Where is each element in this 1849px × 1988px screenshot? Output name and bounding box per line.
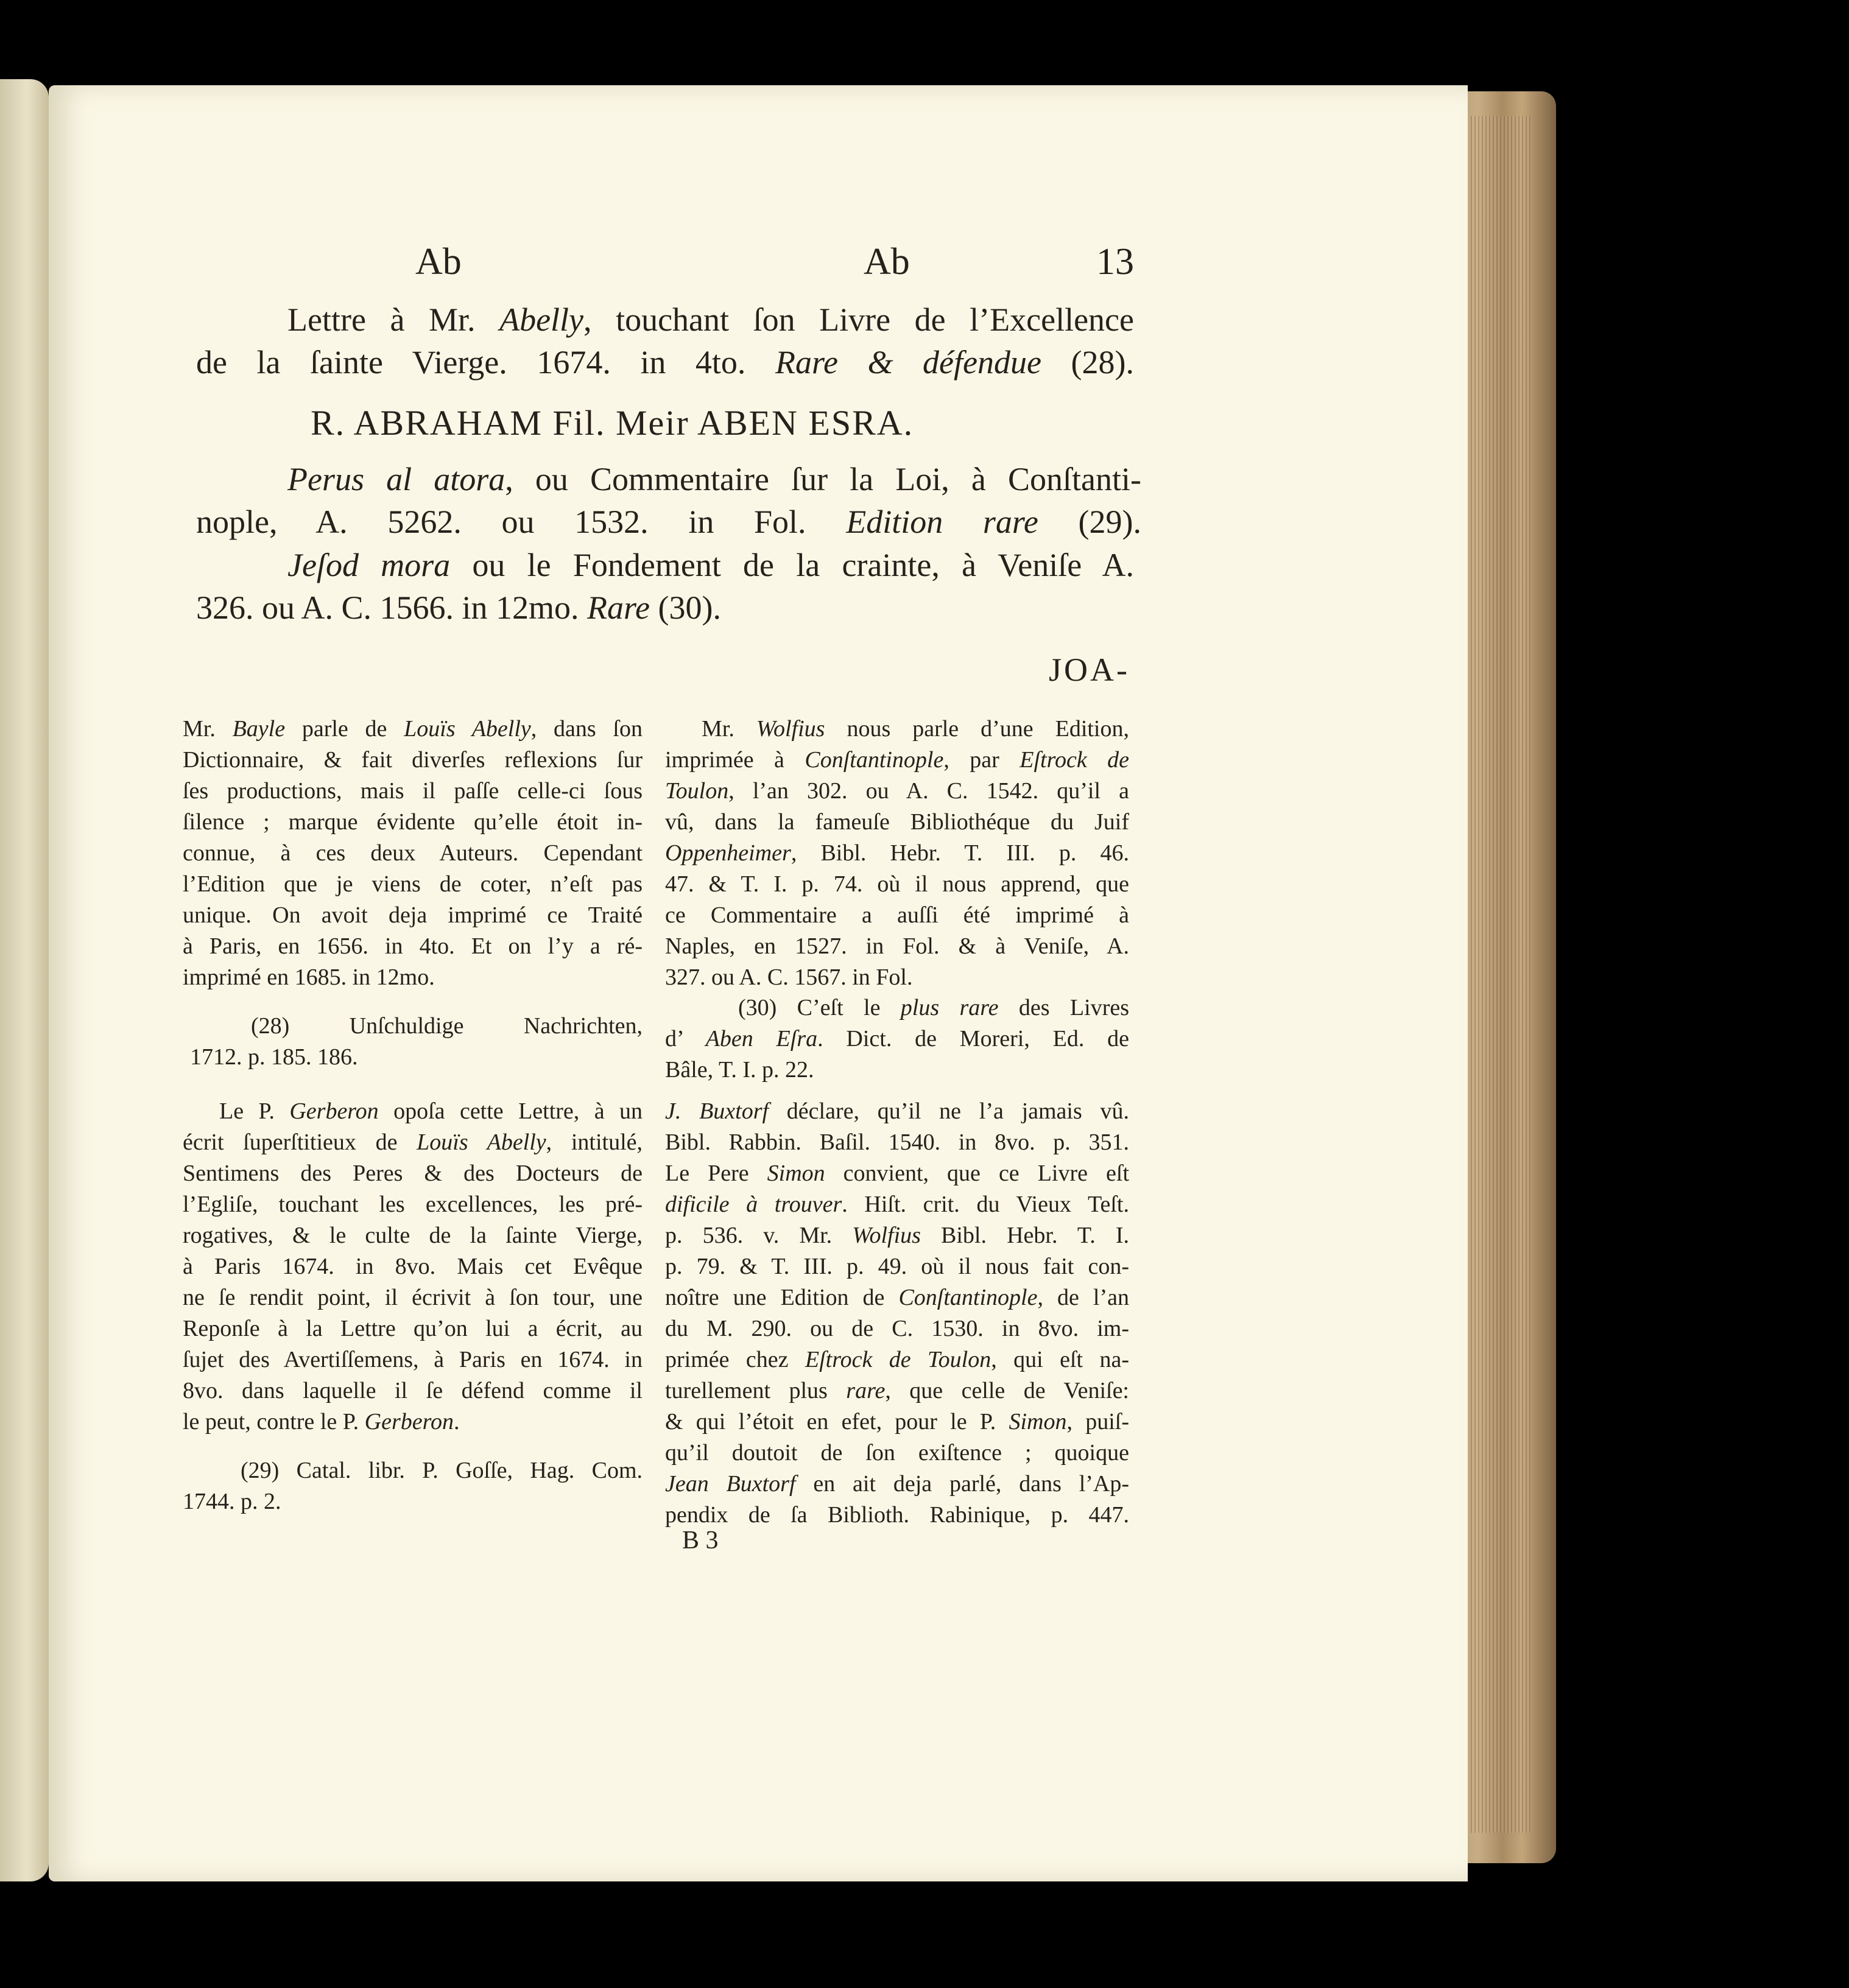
text-line: [665, 962, 1129, 993]
author-heading: R. ABRAHAM Fil. Meir ABEN ESRA.: [311, 403, 914, 443]
text-run: Naples, en 1527. in Fol. & à Veniſe, A.: [665, 933, 1129, 959]
text-line: [190, 1042, 643, 1073]
text-run: Le Pere: [665, 1161, 767, 1186]
text-line: [665, 992, 1129, 1024]
text-run: nous parle d’une Edition,: [825, 716, 1129, 742]
text-line: [183, 1251, 643, 1282]
text-run: & qui l’étoit en efet, pour le P.: [665, 1409, 1009, 1435]
text-line: [183, 962, 643, 993]
text-run: ſes productions, mais il paſſe celle-ci ſous: [183, 778, 643, 804]
text-line: [183, 869, 643, 900]
text-line: [665, 1127, 1129, 1158]
text-run: turellement plus: [665, 1378, 847, 1403]
text-line: [183, 714, 643, 745]
italic-run: Eſtrock de Toulon: [805, 1347, 991, 1372]
text-line: [665, 745, 1129, 776]
text-run: 1712. p. 185. 186.: [190, 1044, 358, 1070]
text-run: .: [453, 1409, 460, 1435]
text-run: Bâle, T. I. p. 22.: [665, 1057, 814, 1083]
text-run: (28).: [1041, 344, 1134, 381]
text-line: [665, 1024, 1129, 1055]
text-run: , Bibl. Hebr. T. III. p. 46.: [791, 840, 1129, 866]
note-right-30: [665, 992, 1129, 1086]
text-run: d’: [665, 1026, 706, 1052]
text-run: primée chez: [665, 1347, 805, 1372]
text-line: [665, 1500, 1129, 1531]
italic-run: Bayle: [232, 716, 286, 742]
text-run: , puiſ-: [1066, 1409, 1129, 1435]
text-line: [665, 931, 1129, 962]
italic-run: dificile à trouver: [665, 1192, 842, 1217]
catchword: JOA-: [1049, 652, 1130, 688]
text-line: [183, 1375, 643, 1407]
text-run: Sentimens des Peres & des Docteurs de: [183, 1161, 643, 1186]
text-run: du M. 290. ou de C. 1530. in 8vo. im-: [665, 1316, 1129, 1341]
note-right-wolfius: [665, 714, 1129, 993]
text-run: le peut, contre le P.: [183, 1409, 365, 1435]
text-run: , de l’an: [1037, 1285, 1129, 1310]
text-run: . Hiſt. crit. du Vieux Teſt.: [842, 1192, 1129, 1217]
text-run: , par: [943, 747, 1020, 773]
text-line: [196, 501, 1141, 543]
text-line: [665, 838, 1129, 869]
running-head-left: Ab: [415, 241, 462, 283]
text-run: écrit ſuperſtitieux de: [183, 1129, 417, 1155]
text-run: ou le Fondement de la crainte, à Veniſe A.: [450, 547, 1134, 583]
signature-mark: B 3: [682, 1526, 719, 1554]
previous-page-edge: [0, 79, 49, 1881]
text-line: [183, 1282, 643, 1313]
text-run: l’Egliſe, touchant les excellences, les pré-: [183, 1192, 643, 1217]
text-line: [183, 900, 643, 931]
text-line: [665, 1438, 1129, 1469]
text-run: . Dict. de Moreri, Ed. de: [817, 1026, 1130, 1052]
text-run: pendix de ſa Biblioth. Rabinique, p. 447.: [665, 1502, 1129, 1528]
text-run: rogatives, & le culte de la ſainte Vierge,: [183, 1223, 643, 1248]
text-line: [183, 1486, 643, 1517]
text-line: [183, 1313, 643, 1344]
italic-run: Oppenheimer: [665, 840, 791, 866]
text-run: p. 79. & T. III. p. 49. où il nous fait con-: [665, 1254, 1129, 1279]
text-run: Mr.: [702, 716, 756, 742]
text-line: [196, 544, 1134, 586]
entry-perus-al-atora: [196, 458, 1141, 543]
text-line: [665, 1096, 1129, 1127]
text-run: imprimée à: [665, 747, 805, 773]
text-line: [665, 1282, 1129, 1313]
text-run: (30) C’eſt le: [738, 995, 901, 1020]
text-line: [183, 745, 643, 776]
italic-run: Jean Buxtorf: [665, 1471, 796, 1497]
text-run: ſujet des Avertiſſemens, à Paris en 1674. in: [183, 1347, 643, 1372]
text-line: [183, 807, 643, 838]
italic-run: Rare & défendue: [775, 344, 1041, 381]
text-line: [183, 1096, 643, 1127]
text-run: parle de: [285, 716, 404, 742]
text-line: [183, 1455, 643, 1486]
text-line: [665, 1313, 1129, 1344]
text-run: Dictionnaire, & fait diverſes reflexions ſur: [183, 747, 643, 773]
note-left-gerberon: [183, 1096, 643, 1438]
text-line: [665, 714, 1129, 745]
text-run: , l’an 302. ou A. C. 1542. qu’il a: [728, 778, 1129, 804]
italic-run: J. Buxtorf: [665, 1098, 769, 1124]
text-line: [665, 1189, 1129, 1220]
text-line: [665, 1469, 1129, 1500]
text-line: [665, 1344, 1129, 1375]
text-line: [196, 298, 1134, 341]
text-run: , touchant ſon Livre de l’Excellence: [583, 301, 1134, 338]
page-number: 13: [1096, 241, 1134, 283]
text-line: [665, 807, 1129, 838]
italic-run: Wolfius: [852, 1223, 921, 1248]
text-run: Bibl. Rabbin. Baſil. 1540. in 8vo. p. 351.: [665, 1129, 1129, 1155]
text-run: imprimé en 1685. in 12mo.: [183, 964, 435, 990]
book-fore-edge-lines: [1471, 116, 1532, 1833]
italic-run: Abelly: [499, 301, 584, 338]
text-run: (28) Unſchuldige Nachrichten,: [251, 1013, 643, 1039]
text-run: (29).: [1038, 504, 1141, 540]
italic-run: Edition rare: [846, 504, 1038, 540]
running-head-center: Ab: [864, 241, 910, 283]
text-line: [183, 838, 643, 869]
text-run: Le P.: [219, 1098, 290, 1124]
text-run: l’Edition que je viens de coter, n’eſt pas: [183, 871, 643, 897]
italic-run: Simon: [767, 1161, 825, 1186]
text-run: de la ſainte Vierge. 1674. in 4to.: [196, 344, 775, 381]
text-run: convient, que ce Livre eſt: [825, 1161, 1129, 1186]
text-run: ſilence ; marque évidente qu’elle étoit in-: [183, 809, 643, 835]
text-line: [665, 869, 1129, 900]
text-run: (29) Catal. libr. P. Goſſe, Hag. Com.: [241, 1458, 643, 1483]
text-run: 1744. p. 2.: [183, 1489, 281, 1514]
text-run: (30).: [650, 589, 721, 626]
entry-abelly-letter: [196, 298, 1134, 384]
text-run: en ait deja parlé, dans l’Ap-: [795, 1471, 1130, 1497]
note-left-29: [183, 1455, 643, 1517]
text-line: [183, 1189, 643, 1220]
text-run: nople, A. 5262. ou 1532. in Fol.: [196, 504, 847, 540]
text-run: Lettre à Mr.: [287, 301, 500, 338]
text-line: [183, 1344, 643, 1375]
italic-run: Rare: [587, 589, 650, 626]
note-left-28: [190, 1011, 643, 1073]
italic-run: plus rare: [900, 995, 999, 1020]
text-run: 326. ou A. C. 1566. in 12mo.: [196, 589, 588, 626]
italic-run: Wolfius: [756, 716, 825, 742]
text-line: [196, 586, 1134, 629]
text-line: [183, 776, 643, 807]
text-line: [183, 1127, 643, 1158]
text-run: , qui eſt na-: [991, 1347, 1129, 1372]
italic-run: Louïs Abelly: [404, 716, 531, 742]
text-line: [665, 1220, 1129, 1251]
text-line: [665, 900, 1129, 931]
entry-jesod-mora: [196, 544, 1134, 629]
text-line: [196, 341, 1134, 384]
text-run: ce Commentaire a auſſi été imprimé à: [665, 902, 1129, 928]
text-run: 47. & T. I. p. 74. où il nous apprend, que: [665, 871, 1129, 897]
text-run: ne ſe rendit point, il écrivit à ſon tour, une: [183, 1285, 643, 1310]
text-run: 327. ou A. C. 1567. in Fol.: [665, 964, 913, 990]
text-run: unique. On avoit deja imprimé ce Traité: [183, 902, 643, 928]
text-run: noître une Edition de: [665, 1285, 899, 1310]
text-run: à Paris, en 1656. in 4to. Et on l’y a ré-: [183, 933, 643, 959]
text-run: à Paris 1674. in 8vo. Mais cet Evêque: [183, 1254, 643, 1279]
text-line: [183, 1158, 643, 1189]
text-line: [665, 1055, 1129, 1086]
text-run: , dans ſon: [530, 716, 643, 742]
text-line: [196, 458, 1141, 501]
text-line: [183, 1220, 643, 1251]
text-run: des Livres: [998, 995, 1129, 1020]
text-run: Mr.: [183, 716, 233, 742]
note-right-buxtorf: [665, 1096, 1129, 1531]
text-run: qu’il doutoit de ſon exiſtence ; quoique: [665, 1440, 1129, 1466]
italic-run: Louïs Abelly: [417, 1129, 546, 1155]
text-run: opoſa cette Lettre, à un: [378, 1098, 643, 1124]
italic-run: Perus al atora: [287, 461, 505, 497]
text-run: Bibl. Hebr. T. I.: [920, 1223, 1129, 1248]
text-line: [665, 776, 1129, 807]
text-line: [665, 1251, 1129, 1282]
text-run: , que celle de Veniſe:: [885, 1378, 1129, 1403]
text-run: Reponſe à la Lettre qu’on lui a écrit, au: [183, 1316, 643, 1341]
text-run: vû, dans la fameuſe Bibliothéque du Juif: [665, 809, 1129, 835]
text-line: [183, 1407, 643, 1438]
italic-run: Gerberon: [364, 1409, 454, 1435]
text-run: p. 536. v. Mr.: [665, 1223, 853, 1248]
italic-run: Conſtantinople: [805, 747, 944, 773]
text-run: 8vo. dans laquelle il ſe défend comme il: [183, 1378, 643, 1403]
italic-run: Simon: [1009, 1409, 1067, 1435]
italic-run: Eſtrock de: [1020, 747, 1129, 773]
italic-run: rare: [846, 1378, 886, 1403]
italic-run: Gerberon: [289, 1098, 379, 1124]
italic-run: Conſtantinople: [898, 1285, 1038, 1310]
text-run: déclare, qu’il ne l’a jamais vû.: [769, 1098, 1129, 1124]
text-line: [665, 1375, 1129, 1407]
note-left-1: [183, 714, 643, 993]
text-run: connue, à ces deux Auteurs. Cependant: [183, 840, 643, 866]
italic-run: Aben Eſra: [705, 1026, 818, 1052]
text-line: [183, 931, 643, 962]
text-run: , ou Commentaire ſur la Loi, à Conſtanti-: [505, 461, 1141, 497]
text-run: , intitulé,: [546, 1129, 643, 1155]
italic-run: Jeſod mora: [287, 547, 451, 583]
text-line: [665, 1407, 1129, 1438]
text-line: [190, 1011, 643, 1042]
text-line: [665, 1158, 1129, 1189]
italic-run: Toulon: [665, 778, 729, 804]
